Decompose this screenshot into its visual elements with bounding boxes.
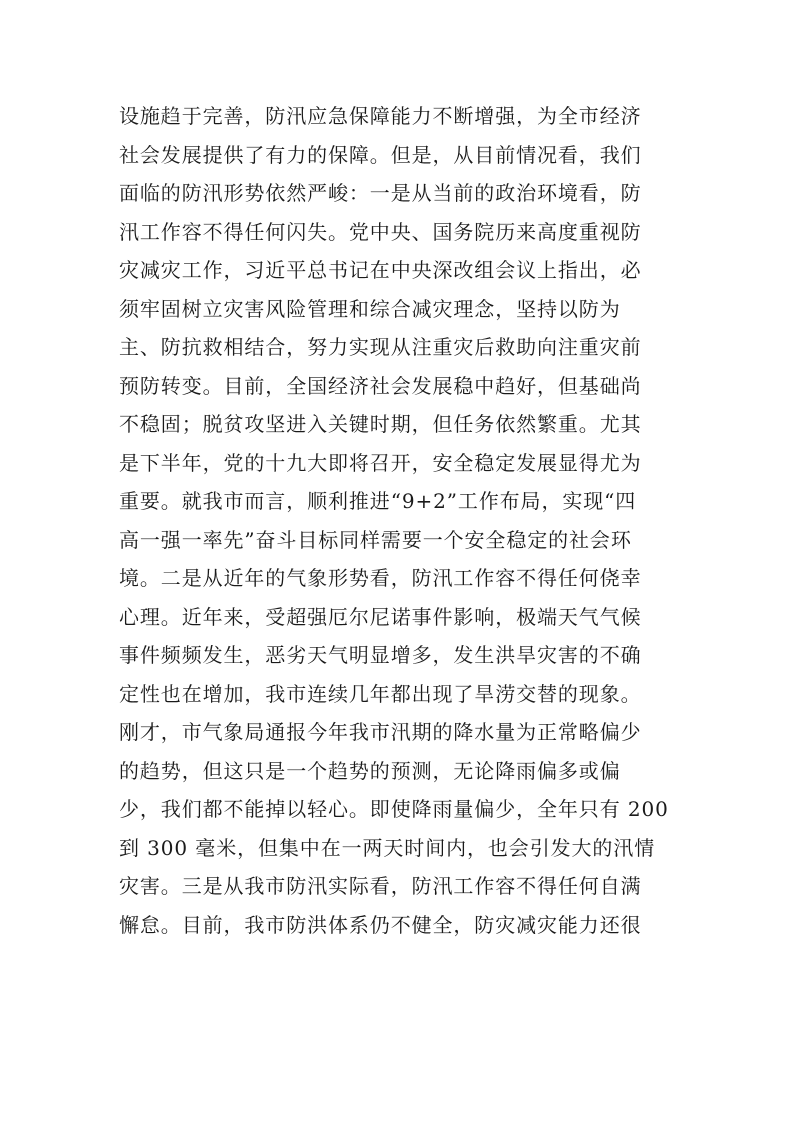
text-line: 灾害。三是从我市防汛实际看，防汛工作容不得任何自满 [119, 874, 642, 898]
text-line: 设施趋于完善，防汛应急保障能力不断增强，为全市经济 [119, 104, 642, 128]
text-line: 须牢固树立灾害风险管理和综合减灾理念，坚持以防为 [119, 296, 621, 321]
text-line: 境。二是从近年的气象形势看，防汛工作容不得任何侥幸 [119, 566, 642, 590]
text-line: 定性也在增加，我市连续几年都出现了旱涝交替的现象。 [119, 681, 642, 706]
text-line: 灾减灾工作，习近平总书记在中央深改组会议上指出，必 [119, 258, 642, 282]
text-line: 不稳固；脱贫攻坚进入关键时期，但任务依然繁重。尤其 [119, 412, 642, 436]
text-line: 懈怠。目前，我市防洪体系仍不健全，防灾减灾能力还很 [119, 912, 642, 937]
body-text [119, 97, 689, 944]
text-line: 重要。就我市而言，顺利推进“9+2”工作布局，实现“四 [119, 489, 637, 513]
text-line: 少，我们都不能掉以轻心。即使降雨量偏少，全年只有 200 [119, 797, 669, 821]
text-line: 预防转变。目前，全国经济社会发展稳中趋好，但基础尚 [119, 373, 642, 398]
text-line: 刚才，市气象局通报今年我市汛期的降水量为正常略偏少 [119, 720, 642, 744]
text-line: 高一强一率先”奋斗目标同样需要一个安全稳定的社会环 [119, 527, 632, 552]
text-line: 主、防抗救相结合，努力实现从注重灾后救助向注重灾前 [119, 335, 642, 359]
text-line: 事件频频发生，恶劣天气明显增多，发生洪旱灾害的不确 [119, 643, 642, 667]
text-line: 是下半年，党的十九大即将召开，安全稳定发展显得尤为 [119, 450, 642, 475]
text-line: 汛工作容不得任何闪失。党中央、国务院历来高度重视防 [119, 219, 642, 244]
text-line: 心理。近年来，受超强厄尔尼诺事件影响，极端天气气候 [119, 604, 642, 629]
text-line: 的趋势，但这只是一个趋势的预测，无论降雨偏多或偏 [119, 758, 621, 783]
text-line: 到 300 毫米，但集中在一两天时间内，也会引发大的汛情 [119, 835, 656, 860]
text-line: 面临的防汛形势依然严峻：一是从当前的政治环境看，防 [119, 181, 642, 205]
text-line: 社会发展提供了有力的保障。但是，从目前情况看，我们 [119, 142, 642, 167]
